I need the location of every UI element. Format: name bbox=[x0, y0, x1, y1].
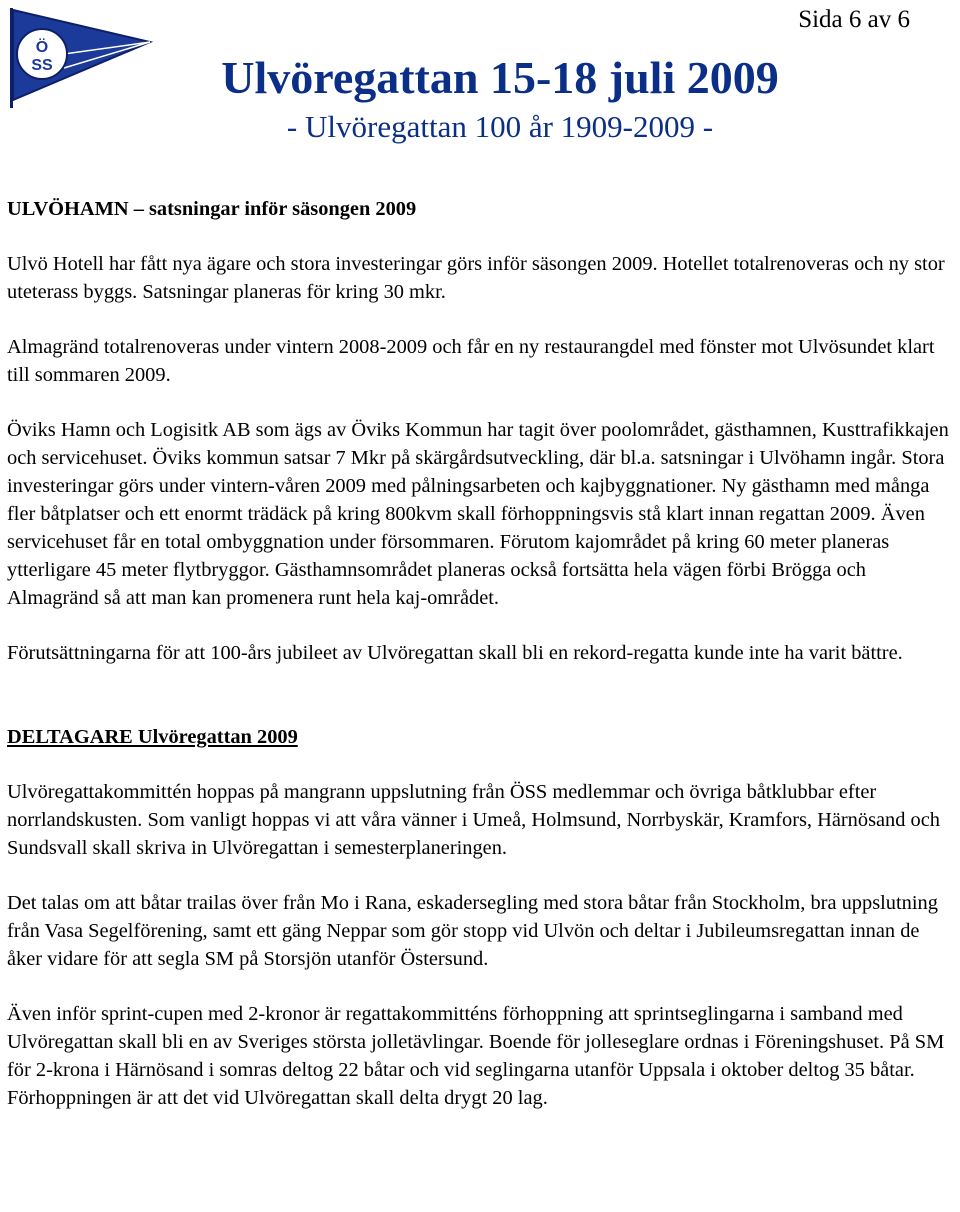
paragraph: Almagränd totalrenoveras under vintern 2008-2009 och får en ny restaurangdel med fönster mot Ulvösundet klart till sommaren 2009. bbox=[7, 336, 935, 386]
title-block bbox=[0, 50, 960, 146]
document-subtitle: - Ulvöregattan 100 år 1909-2009 - bbox=[286, 109, 714, 144]
paragraph: Det talas om att båtar trailas över från Mo i Rana, eskadersegling med stora båtar från Stockholm, bra uppslutning från Vasa Segelförening, samt ett gäng Neppar som gör stopp vid Ulvön och deltar i Jubileumsregattan innan de åker vidare för att segla SM på Storsjön utanför Östersund. bbox=[7, 892, 938, 970]
document-title: Ulvöregattan 15-18 juli 2009 bbox=[221, 52, 779, 103]
logo-letters-bottom: SS bbox=[31, 57, 53, 74]
paragraph: Även inför sprint-cupen med 2-kronor är regattakommitténs förhoppning att sprintseglingarna i samband med Ulvöregattan skall bli en av Sveriges största jolletävlingar. Boende för jolleseglare ordnas i Föreningshuset. På SM för 2-krona i Härnösand i somras deltog 22 båtar och vid seglingarna utanför Uppsala i oktober deltog 35 båtar. Förhoppningen är att det vid Ulvöregattan skall delta drygt 20 lag. bbox=[7, 1003, 945, 1109]
logo-letter-top: Ö bbox=[35, 39, 49, 56]
paragraph: Förutsättningarna för att 100-års jubileet av Ulvöregattan skall bli en rekord-regatta kunde inte ha varit bättre. bbox=[7, 642, 903, 664]
paragraph: Ulvö Hotell har fått nya ägare och stora investeringar görs inför säsongen 2009. Hotellet totalrenoveras och ny stor uteterass byggs. Satsningar planeras för kring 30 mkr. bbox=[7, 253, 945, 303]
page-number: Sida 6 av 6 bbox=[798, 6, 910, 33]
section-heading-ulvohamn: ULVÖHAMN – satsningar inför säsongen 2009 bbox=[7, 198, 417, 220]
paragraph: Ulvöregattakommittén hoppas på mangrann uppslutning från ÖSS medlemmar och övriga båtklubbar efter norrlandskusten. Som vanligt hoppas vi att våra vänner i Umeå, Holmsund, Norrbyskär, Kramfors, Härnösand och Sundsvall skall skriva in Ulvöregattan i semesterplaneringen. bbox=[7, 781, 940, 859]
paragraph: Öviks Hamn och Logisitk AB som ägs av Öviks Kommun har tagit över poolområdet, gästhamnen, Kusttrafikkajen och servicehuset. Öviks kommun satsar 7 Mkr på skärgårdsutveckling, där bl.a. satsningar i Ulvöhamn ingår. Stora investeringar görs under vintern-våren 2009 med pålningsarbeten och kajbyggnationer. Ny gästhamn med många fler båtplatser och ett enormt trädäck på kring 800kvm skall förhoppningsvis stå klart innan regattan 2009. Även servicehuset får en total ombyggnation under försommaren. Förutom kajområdet på kring 60 meter planeras ytterligare 45 meter flytbryggor. Gästhamnsområdet planeras också fortsätta hela vägen förbi Brögga och Almagränd så att man kan promenera runt hela kaj-området. bbox=[7, 419, 949, 609]
section-heading-deltagare: DELTAGARE Ulvöregattan 2009 bbox=[7, 726, 298, 748]
document-body bbox=[7, 195, 957, 1112]
